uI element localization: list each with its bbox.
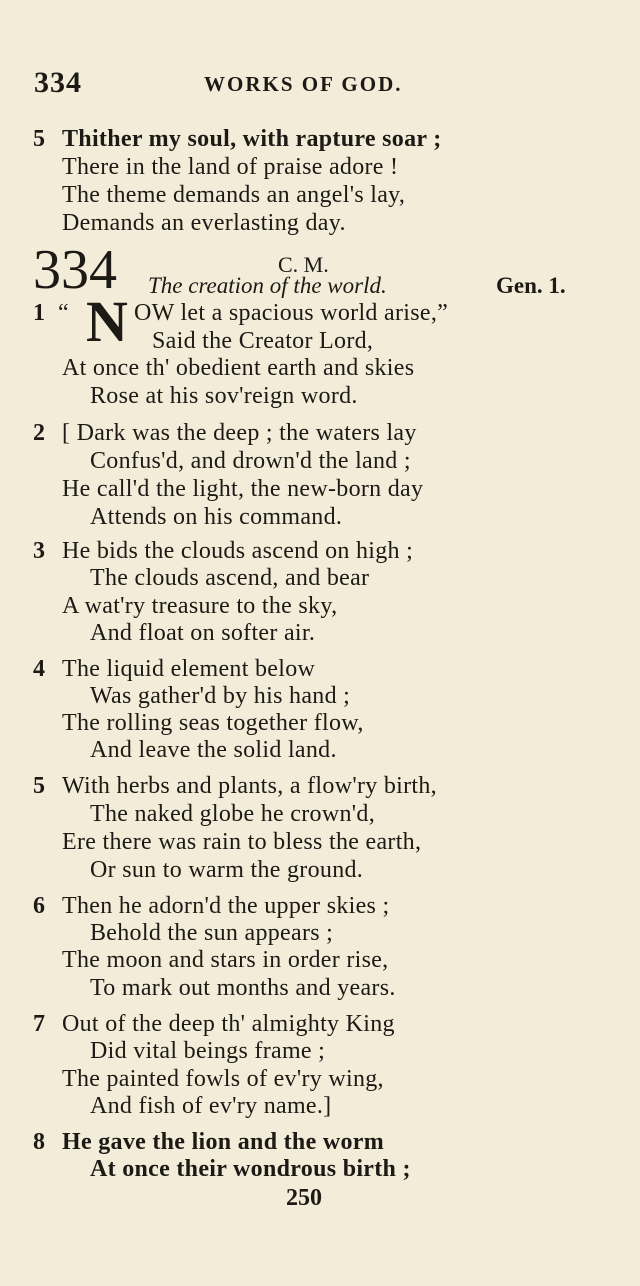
verse-number: 5	[33, 773, 45, 799]
page-number: 334	[34, 66, 82, 99]
verse-line: There in the land of praise adore !	[62, 154, 399, 180]
verse-line: At once their wondrous birth ;	[90, 1156, 411, 1182]
verse-number: 3	[33, 538, 45, 564]
running-title: WORKS OF GOD.	[204, 72, 403, 96]
verse-line: The painted fowls of ev'ry wing,	[62, 1066, 384, 1092]
verse-line: The moon and stars in order rise,	[62, 947, 389, 973]
verse-line: Ere there was rain to bless the earth,	[62, 829, 422, 855]
signature-number: 250	[286, 1185, 322, 1211]
verse-line: Said the Creator Lord,	[152, 328, 374, 354]
verse-number: 6	[33, 893, 45, 919]
verse-number: 2	[33, 420, 45, 446]
verse-line: The naked globe he crown'd,	[90, 801, 375, 827]
verse-line: Rose at his sov'reign word.	[90, 383, 358, 409]
hymn-meter: C. M.	[278, 252, 329, 277]
page-header	[34, 66, 594, 106]
verse-line: Attends on his command.	[90, 504, 343, 530]
hymn-subject: The creation of the world.	[148, 273, 387, 298]
verse-number: 4	[33, 656, 45, 682]
verse-line: Or sun to warm the ground.	[90, 857, 364, 883]
verse-line: With herbs and plants, a flow'ry birth,	[62, 773, 437, 799]
verse-line: A wat'ry treasure to the sky,	[62, 593, 338, 619]
verse-line: He bids the clouds ascend on high ;	[62, 538, 414, 564]
verse-line: Thither my soul, with rapture soar ;	[62, 126, 442, 152]
verse-line: Demands an everlasting day.	[62, 210, 346, 236]
open-quote: “	[58, 300, 69, 326]
verse-line: At once th' obedient earth and skies	[62, 355, 415, 381]
scripture-reference: Gen. 1.	[496, 273, 566, 298]
verse-line: Confus'd, and drown'd the land ;	[90, 448, 411, 474]
verse-line: Did vital beings frame ;	[90, 1038, 326, 1064]
verse-line: He gave the lion and the worm	[62, 1129, 385, 1155]
verse-line: Out of the deep th' almighty King	[62, 1011, 395, 1037]
verse-line: And float on softer air.	[90, 620, 316, 646]
verse-line: He call'd the light, the new-born day	[62, 476, 424, 502]
drop-cap: N	[86, 289, 128, 354]
verse-line: Was gather'd by his hand ;	[90, 683, 351, 709]
verse-line: The clouds ascend, and bear	[90, 565, 370, 591]
verse-line: The rolling seas together flow,	[62, 710, 364, 736]
verse-line: [ Dark was the deep ; the waters lay	[62, 420, 417, 446]
hymn-number: 334	[33, 239, 117, 301]
verse-line: Then he adorn'd the upper skies ;	[62, 893, 390, 919]
verse-line: The theme demands an angel's lay,	[62, 182, 406, 208]
verse-line: And fish of ev'ry name.]	[90, 1093, 332, 1119]
verse-number: 5	[33, 126, 45, 152]
verse-line: And leave the solid land.	[90, 737, 337, 763]
verse-number: 7	[33, 1011, 45, 1037]
verse-line: OW let a spacious world arise,”	[134, 300, 449, 326]
verse-line: The liquid element below	[62, 656, 316, 682]
verse-line: Behold the sun appears ;	[90, 920, 334, 946]
verse-number: 1	[33, 300, 45, 326]
verse-line: To mark out months and years.	[90, 975, 396, 1001]
verse-number: 8	[33, 1129, 45, 1155]
